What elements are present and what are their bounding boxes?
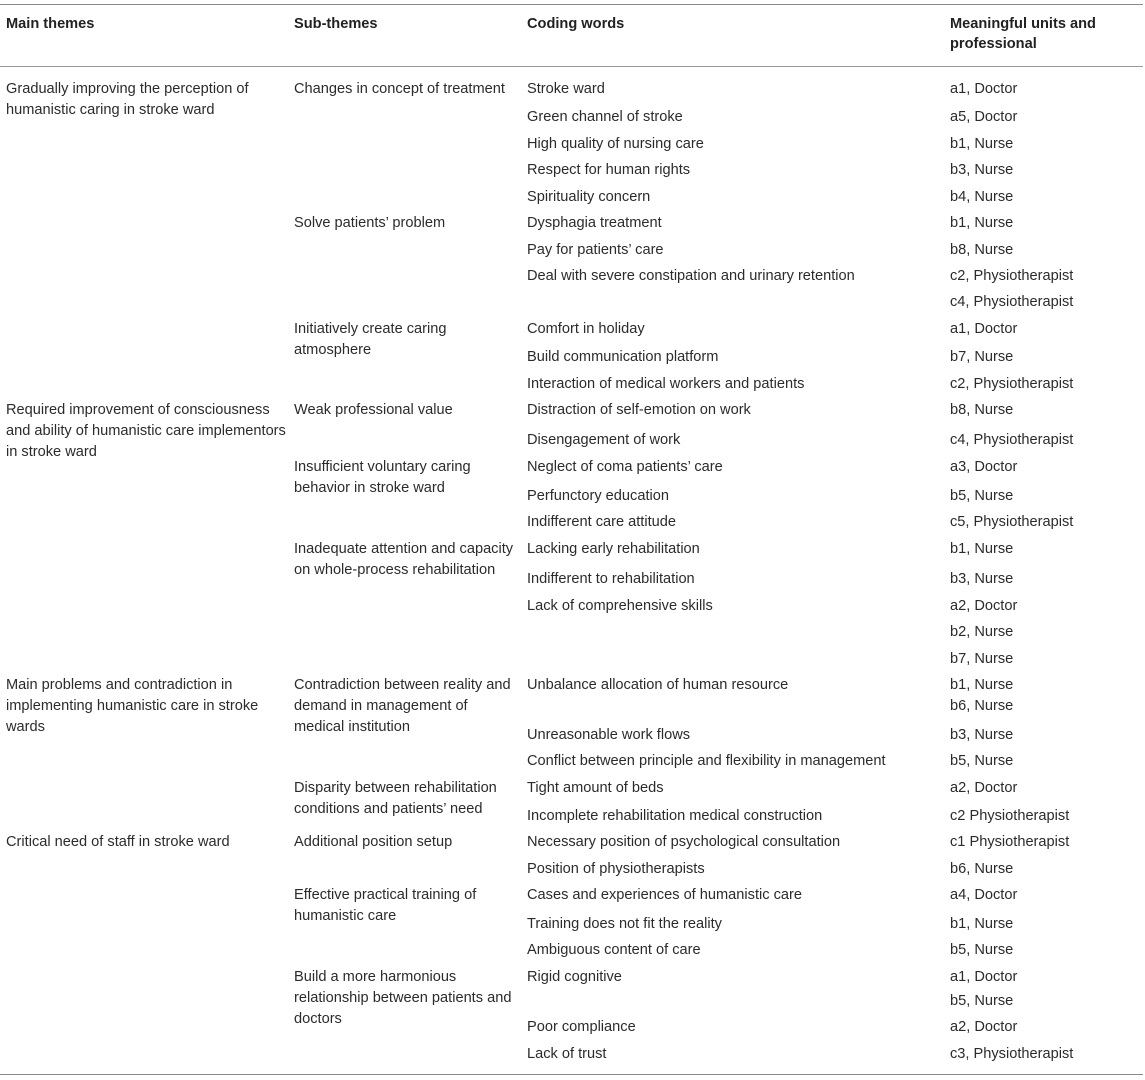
header-sub-themes: Sub-themes (294, 16, 378, 32)
coding-word-cell: Position of physiotherapists (527, 861, 705, 877)
sub-theme-cell: Effective practical training of humanistic care (294, 887, 477, 924)
coding-word-cell: Unreasonable work flows (527, 727, 691, 743)
coding-word-cell: Distraction of self-emotion on work (527, 402, 751, 418)
table-bottom-rule (0, 1074, 1143, 1075)
meaningful-unit-cell: c5, Physiotherapist (950, 514, 1074, 530)
coding-word-cell: Indifferent to rehabilitation (527, 571, 695, 587)
meaningful-unit-cell: a2, Doctor (950, 780, 1018, 796)
meaningful-unit-cell: b1, Nurse (950, 215, 1014, 231)
meaningful-unit-cell: b8, Nurse (950, 402, 1014, 418)
meaningful-unit-cell: a4, Doctor (950, 887, 1018, 903)
sub-theme-cell: Contradiction between reality and demand in management of medical institution (294, 677, 511, 735)
header-main-themes: Main themes (6, 16, 95, 32)
meaningful-unit-cell: a2, Doctor (950, 598, 1018, 614)
coding-word-cell: High quality of nursing care (527, 136, 704, 152)
meaningful-unit-cell: b7, Nurse (950, 651, 1014, 667)
meaningful-unit-cell: b5, Nurse (950, 753, 1014, 769)
meaningful-unit-cell: b1, Nurse (950, 677, 1014, 693)
coding-word-cell: Green channel of stroke (527, 109, 683, 125)
meaningful-unit-cell: a1, Doctor (950, 969, 1018, 985)
header-meaningful-units: Meaningful units and professional (950, 16, 1096, 52)
main-theme-cell: Critical need of staff in stroke ward (6, 834, 230, 850)
coding-word-cell: Lack of trust (527, 1046, 607, 1062)
coding-word-cell: Spirituality concern (527, 189, 651, 205)
coding-word-cell: Disengagement of work (527, 432, 681, 448)
main-theme-cell: Required improvement of consciousness and ability of humanistic care implementors in stroke ward (6, 402, 286, 460)
meaningful-unit-cell: b3, Nurse (950, 727, 1014, 743)
sub-theme-cell: Insufficient voluntary caring behavior in stroke ward (294, 459, 471, 496)
meaningful-unit-cell: b6, Nurse (950, 698, 1014, 714)
meaningful-unit-cell: a3, Doctor (950, 459, 1018, 475)
coding-word-cell: Rigid cognitive (527, 969, 622, 985)
sub-theme-cell: Inadequate attention and capacity on whole-process rehabilitation (294, 541, 514, 578)
main-theme-cell: Gradually improving the perception of humanistic caring in stroke ward (6, 81, 249, 118)
sub-theme-cell: Weak professional value (294, 402, 453, 418)
coding-word-cell: Interaction of medical workers and patients (527, 376, 805, 392)
coding-word-cell: Respect for human rights (527, 162, 691, 178)
meaningful-unit-cell: b5, Nurse (950, 488, 1014, 504)
coding-word-cell: Ambiguous content of care (527, 942, 701, 958)
sub-theme-cell: Solve patients’ problem (294, 215, 446, 231)
coding-word-cell: Neglect of coma patients’ care (527, 459, 723, 475)
coding-word-cell: Dysphagia treatment (527, 215, 662, 231)
meaningful-unit-cell: c4, Physiotherapist (950, 294, 1074, 310)
sub-theme-cell: Additional position setup (294, 834, 453, 850)
meaningful-unit-cell: c1 Physiotherapist (950, 834, 1070, 850)
coding-word-cell: Deal with severe constipation and urinary retention (527, 268, 855, 284)
coding-word-cell: Unbalance allocation of human resource (527, 677, 789, 693)
coding-word-cell: Stroke ward (527, 81, 605, 97)
meaningful-unit-cell: c3, Physiotherapist (950, 1046, 1074, 1062)
coding-word-cell: Pay for patients’ care (527, 242, 664, 258)
meaningful-unit-cell: b8, Nurse (950, 242, 1014, 258)
meaningful-unit-cell: b7, Nurse (950, 349, 1014, 365)
coding-word-cell: Incomplete rehabilitation medical construction (527, 808, 823, 824)
coding-word-cell: Cases and experiences of humanistic care (527, 887, 802, 903)
sub-theme-cell: Build a more harmonious relationship between patients and doctors (294, 969, 512, 1027)
meaningful-unit-cell: a2, Doctor (950, 1019, 1018, 1035)
meaningful-unit-cell: b5, Nurse (950, 993, 1014, 1009)
meaningful-unit-cell: c4, Physiotherapist (950, 432, 1074, 448)
coding-word-cell: Lack of comprehensive skills (527, 598, 713, 614)
meaningful-unit-cell: c2, Physiotherapist (950, 376, 1074, 392)
main-theme-cell: Main problems and contradiction in implementing humanistic care in stroke wards (6, 677, 259, 735)
sub-theme-cell: Initiatively create caring atmosphere (294, 321, 447, 358)
coding-word-cell: Indifferent care attitude (527, 514, 677, 530)
meaningful-unit-cell: b1, Nurse (950, 541, 1014, 557)
meaningful-unit-cell: b6, Nurse (950, 861, 1014, 877)
sub-theme-cell: Disparity between rehabilitation conditions and patients’ need (294, 780, 497, 817)
coding-word-cell: Tight amount of beds (527, 780, 664, 796)
meaningful-unit-cell: b2, Nurse (950, 624, 1014, 640)
meaningful-unit-cell: a1, Doctor (950, 81, 1018, 97)
coding-word-cell: Build communication platform (527, 349, 719, 365)
meaningful-unit-cell: b5, Nurse (950, 942, 1014, 958)
meaningful-unit-cell: c2, Physiotherapist (950, 268, 1074, 284)
meaningful-unit-cell: b4, Nurse (950, 189, 1014, 205)
meaningful-unit-cell: b1, Nurse (950, 136, 1014, 152)
meaningful-unit-cell: a1, Doctor (950, 321, 1018, 337)
coding-word-cell: Necessary position of psychological consultation (527, 834, 841, 850)
coding-word-cell: Perfunctory education (527, 488, 669, 504)
coding-word-cell: Poor compliance (527, 1019, 636, 1035)
meaningful-unit-cell: c2 Physiotherapist (950, 808, 1070, 824)
coding-word-cell: Training does not fit the reality (527, 916, 722, 932)
header-coding-words: Coding words (527, 16, 625, 32)
sub-theme-cell: Changes in concept of treatment (294, 81, 505, 97)
meaningful-unit-cell: b3, Nurse (950, 162, 1014, 178)
coding-word-cell: Lacking early rehabilitation (527, 541, 700, 557)
meaningful-unit-cell: b1, Nurse (950, 916, 1014, 932)
coding-word-cell: Comfort in holiday (527, 321, 645, 337)
coding-word-cell: Conflict between principle and flexibility in management (527, 753, 886, 769)
meaningful-unit-cell: b3, Nurse (950, 571, 1014, 587)
meaningful-unit-cell: a5, Doctor (950, 109, 1018, 125)
